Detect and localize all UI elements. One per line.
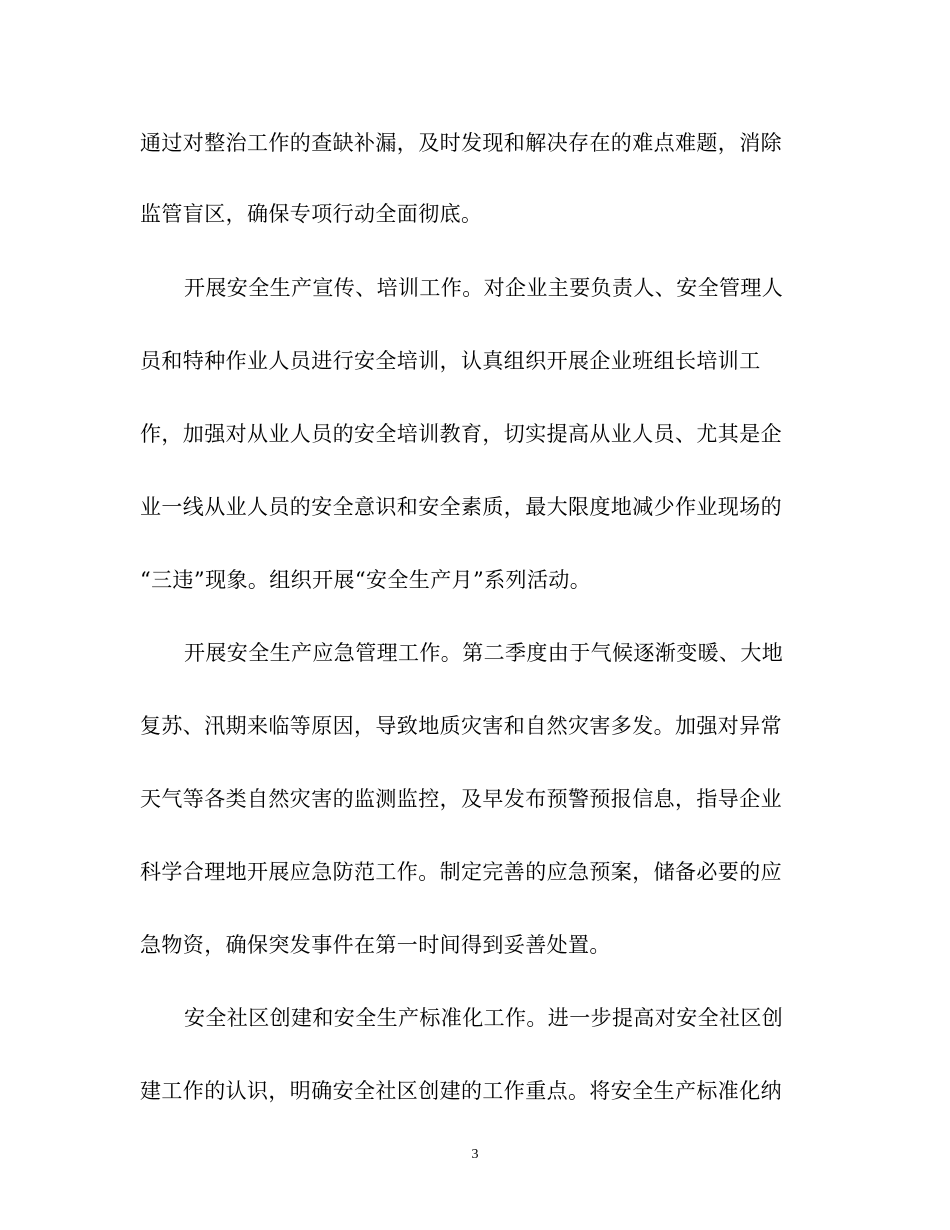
text-line-2: 监管盲区，确保专项行动全面彻底。 [140, 202, 483, 226]
text-line-10: 天气等各类自然灾害的监测监控，及早发布预警预报信息，指导企业 [140, 787, 782, 811]
page-number: 3 [471, 1147, 479, 1162]
text-line-4: 员和特种作业人员进行安全培训，认真组织开展企业班组长培训工 [140, 349, 761, 373]
paragraph-start-line-3: 开展安全生产宣传、培训工作。对企业主要负责人、安全管理人 [184, 276, 784, 300]
text-line-7: “三违”现象。组织开展“安全生产月”系列活动。 [140, 568, 592, 592]
paragraph-start-line-8: 开展安全生产应急管理工作。第二季度由于气候逐渐变暖、大地 [184, 641, 784, 665]
text-line-9: 复苏、汛期来临等原因，导致地质灾害和自然灾害多发。加强对异常 [140, 714, 782, 738]
text-line-12: 急物资，确保突发事件在第一时间得到妥善处置。 [140, 933, 611, 957]
text-line-14: 建工作的认识，明确安全社区创建的工作重点。将安全生产标准化纳 [140, 1079, 782, 1103]
text-line-5: 作，加强对从业人员的安全培训教育，切实提高从业人员、尤其是企 [140, 422, 782, 446]
text-line-6: 业一线从业人员的安全意识和安全素质，最大限度地减少作业现场的 [140, 495, 782, 519]
text-line-1: 通过对整治工作的查缺补漏，及时发现和解决存在的难点难题，消除 [140, 131, 782, 155]
text-line-11: 科学合理地开展应急防范工作。制定完善的应急预案，储备必要的应 [140, 860, 782, 884]
paragraph-start-line-13: 安全社区创建和安全生产标准化工作。进一步提高对安全社区创 [184, 1006, 784, 1030]
